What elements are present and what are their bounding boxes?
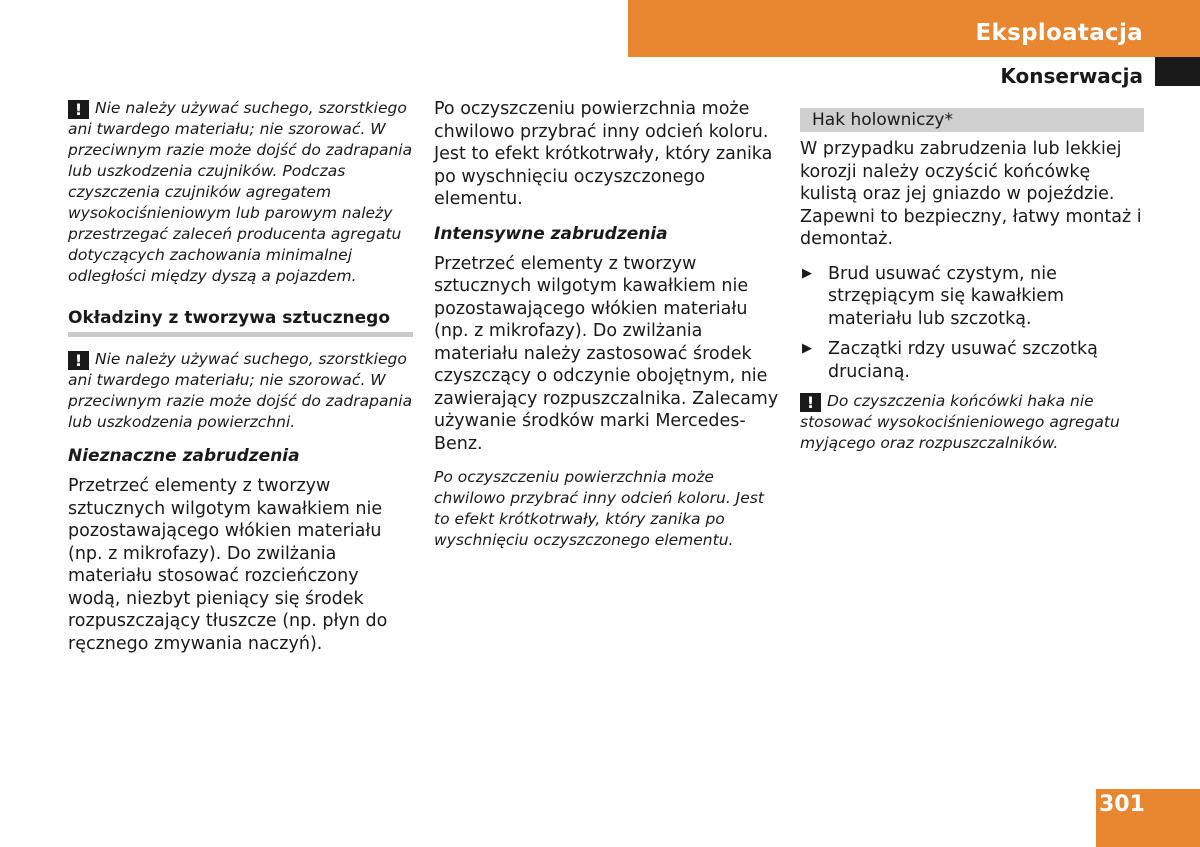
subheading: Nieznaczne zabrudzenia xyxy=(68,446,300,466)
warning-text: Do czyszczenia końcówki haka nie stosować wysokociśnieniowego agregatu myjącego oraz rozpuszczalników. xyxy=(800,392,1120,452)
section-tab-marker xyxy=(1155,57,1200,86)
column-right xyxy=(800,98,1144,466)
column-left xyxy=(68,98,413,667)
paragraph: W przypadku zabrudzenia lub lekkiej korozji należy oczyścić końcówkę kulistą oraz jej gniazdo w pojeździe. Zapewni to bezpieczny, łatwy montaż i demontaż. xyxy=(800,139,1142,249)
section-heading: Okładziny z tworzywa sztucznego xyxy=(68,307,413,337)
warning-text: Nie należy używać suchego, szorstkiego ani twardego materiału; nie szorować. W przeciwnym razie może dojść do zadrapania lub uszkodzenia czujników. Podczas czyszczenia czujników agregatem wysokociśnieniowym lub parowym należy przestrzegać zaleceń producenta agregatu dotyczących zachowania minimalnej odległości między dyszą a pojazdem. xyxy=(68,99,413,285)
exclamation-icon: ! xyxy=(68,351,89,370)
paragraph: Po oczyszczeniu powierzchnia może chwilowo przybrać inny odcień koloru. Jest to efekt krótkotrwały, który zanika po wyschnięciu oczyszczonego elementu. xyxy=(434,99,773,209)
warning-note xyxy=(68,349,413,433)
italic-note: Po oczyszczeniu powierzchnia może chwilowo przybrać inny odcień koloru. Jest to efekt krótkotrwały, który zanika po wyschnięciu oczyszczonego elementu. xyxy=(434,468,764,549)
paragraph: Przetrzeć elementy z tworzyw sztucznych wilgotym kawałkiem nie pozostawającego włókien materiału (np. z mikrofazy). Do zwilżania materiału stosować rozcieńczony wodą, niezbyt pieniący się środek rozpuszczający tłuszcze (np. płyn do ręcznego zmywania naczyń). xyxy=(68,476,388,654)
subheading: Intensywne zabrudzenia xyxy=(434,223,668,244)
section-heading: Hak holowniczy* xyxy=(800,108,1144,132)
warning-text: Nie należy używać suchego, szorstkiego ani twardego materiału; nie szorować. W przeciwnym razie może dojść do zadrapania lub uszkodzenia powierzchni. xyxy=(68,350,413,431)
paragraph: Przetrzeć elementy z tworzyw sztucznych wilgotym kawałkiem nie pozostawającego włókien materiału (np. z mikrofazy). Do zwilżania materiału należy zastosować środek czyszczący o odczynie obojętnym, nie zawierający rozpuszczalnika. Zalecamy używanie środków marki Mercedes-Benz. xyxy=(434,253,779,454)
triangle-right-icon: ▶ xyxy=(802,341,812,356)
triangle-right-icon: ▶ xyxy=(802,265,812,281)
page-number: 301 xyxy=(1099,792,1145,817)
section-title: Konserwacja xyxy=(1000,64,1143,88)
chapter-title: Eksploatacja xyxy=(975,20,1143,46)
exclamation-icon: ! xyxy=(800,393,821,412)
column-middle xyxy=(434,98,779,563)
exclamation-icon: ! xyxy=(68,100,89,119)
warning-note xyxy=(800,391,1144,454)
list-item xyxy=(800,338,1144,383)
list-item-text: Zaczątki rdzy usuwać szczotką drucianą. xyxy=(828,339,1098,382)
warning-note xyxy=(68,98,413,287)
list-item xyxy=(800,263,1144,331)
list-item-text: Brud usuwać czystym, nie strzępiącym się kawałkiem materiału lub szczotką. xyxy=(828,263,1065,329)
